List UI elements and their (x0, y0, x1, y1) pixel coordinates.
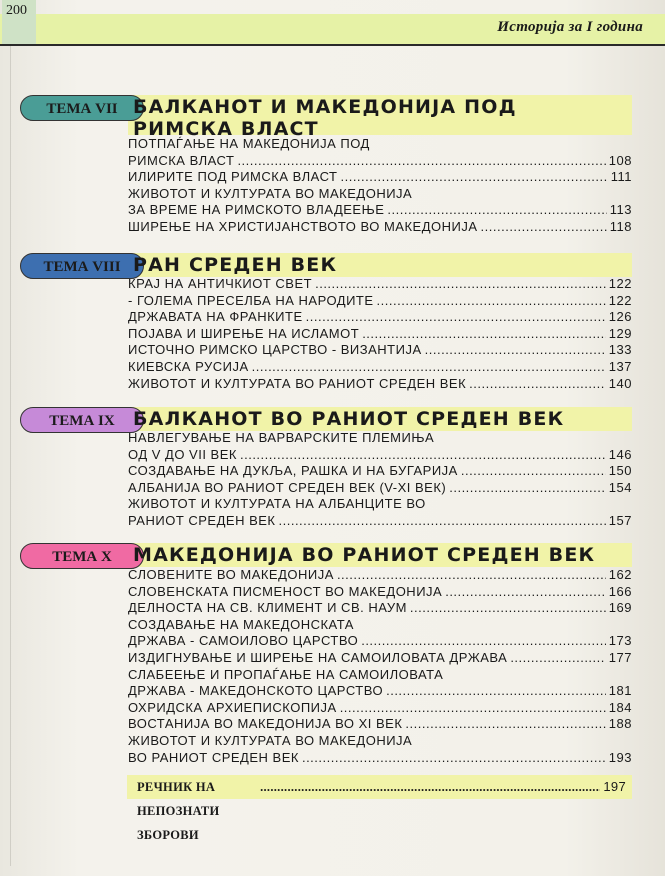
entry-page-number: 177 (608, 649, 632, 665)
title-line: БАЛКАНОТ ВО РАНИОТ СРЕДЕН ВЕК (133, 408, 565, 430)
section-title (133, 96, 517, 140)
entry-page-number: 111 (610, 169, 632, 185)
entry-title: ИСТОЧНО РИМСКО ЦАРСТВО - ВИЗАНТИЈА (128, 342, 422, 358)
dot-leader (386, 683, 606, 700)
toc-entry[interactable] (128, 617, 632, 634)
entry-title: ИЛИРИТЕ ПОД РИМСКА ВЛАСТ (128, 169, 338, 185)
entry-title: ПОЈАВА И ШИРЕЊЕ НА ИСЛАМОТ (128, 325, 360, 341)
toc-entry[interactable] (128, 186, 632, 203)
dot-leader (302, 750, 606, 767)
entry-title: ОД V ДО VII ВЕК (128, 446, 237, 462)
entry-page-number: 113 (609, 202, 632, 218)
entry-title: СЛАБЕЕЊЕ И ПРОПАЃАЊЕ НА САМОИЛОВАТА (128, 666, 444, 682)
entry-page-number: 150 (608, 463, 632, 479)
entry-title: ВОСТАНИЈА ВО МАКЕДОНИЈА ВО XI ВЕК (128, 716, 403, 732)
dot-leader (252, 359, 606, 376)
title-line: МАКЕДОНИЈА ВО РАНИОТ СРЕДЕН ВЕК (133, 544, 596, 566)
entry-page-number: 193 (608, 749, 632, 765)
dot-leader (260, 775, 600, 799)
dot-leader (361, 633, 606, 650)
entry-title: ДРЖАВА - МАКЕДОНСКОТО ЦАРСТВО (128, 683, 384, 699)
entry-page-number: 129 (608, 325, 632, 341)
dot-leader (340, 169, 607, 186)
toc-entry[interactable] (128, 153, 632, 170)
dot-leader (410, 600, 606, 617)
entry-page-number: 122 (608, 292, 632, 308)
toc-entry[interactable] (128, 650, 632, 667)
tema-badge: ТЕМА VIII (20, 253, 144, 279)
entry-title: ДРЖАВАТА НА ФРАНКИТЕ (128, 309, 303, 325)
entry-title: СОЗДАВАЊЕ НА МАКЕДОНСКАТА (128, 616, 354, 632)
toc-entry[interactable] (128, 600, 632, 617)
title-line: БАЛКАНОТ И МАКЕДОНИЈА ПОД (133, 96, 517, 118)
entry-page-number: 166 (608, 583, 632, 599)
dot-leader (337, 567, 606, 584)
toc-entry[interactable] (128, 342, 632, 359)
toc-entry[interactable] (128, 513, 632, 530)
entry-title: ИЗДИГНУВАЊЕ И ШИРЕЊЕ НА САМОИЛОВАТА ДРЖАВА (128, 649, 508, 665)
glossary-label: РЕЧНИК НА НЕПОЗНАТИ ЗБОРОВИ (137, 780, 220, 842)
entry-page-number: 133 (608, 342, 632, 358)
dot-leader (340, 700, 606, 717)
page-number: 200 (2, 0, 36, 44)
section-title (133, 544, 595, 566)
title-line: РАН СРЕДЕН ВЕК (133, 254, 338, 276)
entry-title: КИЕВСКА РУСИЈА (128, 358, 249, 374)
entry-page-number: 122 (608, 276, 632, 291)
entry-title: ЖИВОТОТ И КУЛТУРАТА ВО РАНИОТ СРЕДЕН ВЕК (128, 375, 467, 391)
entry-title: ВО РАНИОТ СРЕДЕН ВЕК (128, 749, 299, 765)
toc-entry[interactable] (128, 667, 632, 684)
entry-page-number: 140 (608, 375, 632, 391)
dot-leader (377, 293, 606, 310)
entry-title: КРАЈ НА АНТИЧКИОТ СВЕТ (128, 276, 313, 291)
dot-leader (306, 309, 606, 326)
toc-entry[interactable] (128, 683, 632, 700)
entry-title: РАНИОТ СРЕДЕН ВЕК (128, 512, 276, 528)
entry-page-number: 137 (608, 358, 632, 374)
entry-title: СЛОВЕНИТЕ ВО МАКЕДОНИЈА (128, 567, 334, 582)
entry-page-number: 118 (609, 218, 632, 234)
running-title: Историја за I година (497, 19, 643, 35)
dot-leader (445, 584, 606, 601)
entry-page-number: 126 (608, 309, 632, 325)
toc-entry[interactable] (128, 136, 632, 153)
tema-badge: ТЕМА X (20, 543, 144, 569)
dot-leader (279, 513, 606, 530)
toc-entry[interactable] (128, 567, 632, 584)
tema-badge: ТЕМА VII (20, 95, 144, 121)
toc-entry[interactable] (128, 430, 632, 447)
entry-list (128, 567, 632, 766)
dot-leader (481, 219, 607, 236)
entry-title: АЛБАНИЈА ВО РАНИОТ СРЕДЕН ВЕК (V-XI ВЕК) (128, 479, 447, 495)
entry-title: ШИРЕЊЕ НА ХРИСТИЈАНСТВОТО ВО МАКЕДОНИЈА (128, 218, 478, 234)
entry-title: - ГОЛЕМА ПРЕСЕЛБА НА НАРОДИТЕ (128, 292, 374, 308)
entry-title: ЖИВОТОТ И КУЛТУРАТА НА АЛБАНЦИТЕ ВО (128, 496, 426, 512)
toc-entry[interactable] (128, 309, 632, 326)
toc-entry[interactable] (128, 584, 632, 601)
entry-list (128, 136, 632, 236)
dot-leader (362, 326, 606, 343)
dot-leader (425, 342, 606, 359)
entry-page-number: 184 (608, 699, 632, 715)
toc-entry[interactable] (128, 202, 632, 219)
entry-title: ДРЖАВА - САМОИЛОВО ЦАРСТВО (128, 633, 359, 649)
dot-leader (240, 447, 606, 464)
dot-leader (405, 716, 605, 733)
entry-page-number: 108 (608, 152, 632, 168)
dot-leader (461, 463, 606, 480)
dot-leader (387, 202, 606, 219)
entry-page-number: 157 (608, 512, 632, 528)
toc-entry[interactable] (128, 496, 632, 513)
entry-page-number: 181 (608, 683, 632, 699)
entry-title: ЗА ВРЕМЕ НА РИМСКОТО ВЛАДЕЕЊЕ (128, 202, 385, 218)
entry-title: НАВЛЕГУВАЊЕ НА ВАРВАРСКИТЕ ПЛЕМИЊА (128, 430, 435, 445)
entry-list (128, 430, 632, 530)
toc-entry[interactable] (128, 750, 632, 767)
tema-badge: ТЕМА IX (20, 407, 144, 433)
toc-entry[interactable] (128, 716, 632, 733)
toc-entry[interactable] (128, 359, 632, 376)
entry-page-number: 146 (608, 446, 632, 462)
dot-leader (510, 650, 605, 667)
page-fold-line (10, 46, 11, 866)
entry-list (128, 276, 632, 392)
glossary-page: 197 (603, 779, 626, 794)
entry-page-number: 169 (608, 600, 632, 616)
toc-entry[interactable] (128, 463, 632, 480)
entry-title: ЖИВОТОТ И КУЛТУРАТА ВО МАКЕДОНИЈА (128, 185, 413, 201)
toc-entry[interactable] (128, 700, 632, 717)
dot-leader (315, 276, 606, 293)
entry-title: СОЗДАВАЊЕ НА ДУКЉА, РАШКА И НА БУГАРИЈА (128, 463, 458, 479)
title-line: РИМСКА ВЛАСТ (133, 118, 319, 140)
toc-entry[interactable] (128, 376, 632, 393)
toc-entry[interactable] (128, 447, 632, 464)
entry-page-number: 173 (608, 633, 632, 649)
section-title (133, 254, 337, 276)
toc-entry[interactable] (128, 480, 632, 497)
toc-entry[interactable] (128, 219, 632, 236)
dot-leader (449, 480, 606, 497)
dot-leader (469, 376, 606, 393)
entry-page-number: 162 (608, 567, 632, 582)
entry-title: ПОТПАЃАЊЕ НА МАКЕДОНИЈА ПОД (128, 136, 370, 151)
entry-page-number: 154 (608, 479, 632, 495)
entry-page-number: 188 (608, 716, 632, 732)
entry-title: ЖИВОТОТ И КУЛТУРАТА ВО МАКЕДОНИЈА (128, 732, 413, 748)
toc-entry[interactable] (128, 293, 632, 310)
entry-title: РИМСКА ВЛАСТ (128, 152, 235, 168)
entry-title: ОХРИДСКА АРХИЕПИСКОПИЈА (128, 699, 337, 715)
toc-entry[interactable] (128, 733, 632, 750)
entry-title: ДЕЛНОСТА НА СВ. КЛИМЕНТ И СВ. НАУМ (128, 600, 407, 616)
toc-entry[interactable] (128, 169, 632, 186)
entry-title: СЛОВЕНСКАТА ПИСМЕНОСТ ВО МАКЕДОНИЈА (128, 583, 443, 599)
dot-leader (237, 153, 605, 170)
toc-entry[interactable] (128, 326, 632, 343)
glossary-entry[interactable] (127, 775, 632, 842)
toc-entry[interactable] (128, 276, 632, 293)
toc-entry[interactable] (128, 633, 632, 650)
section-title (133, 408, 564, 430)
